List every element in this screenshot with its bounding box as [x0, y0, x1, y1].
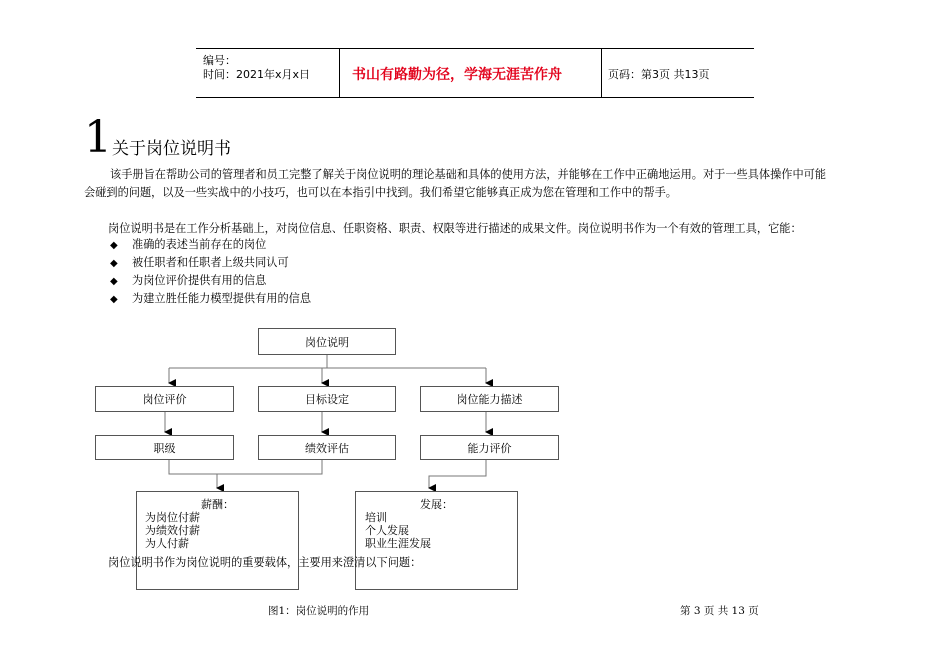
- diamond-bullet-icon: ◆: [110, 240, 118, 251]
- diagram-root-box: [258, 328, 396, 355]
- header-motto: 书山有路勤为径，学海无涯苦作舟: [352, 67, 562, 83]
- figure-caption: 图1：岗位说明的作用: [268, 605, 370, 617]
- definition-paragraph: 岗位说明书是在工作分析基础上，对岗位信息、任职资格、职责、权限等进行描述的成果文件。岗位说明书作为一个有效的管理工具，它能：: [108, 222, 802, 235]
- diagram-box-job-grade: [95, 435, 234, 460]
- diagram-label: 能力评价: [467, 441, 512, 455]
- diagram-label: 岗位评价: [142, 393, 187, 406]
- diamond-bullet-icon: ◆: [110, 276, 118, 287]
- development-title: 发展：: [420, 498, 453, 511]
- intro-paragraph-line1: 该手册旨在帮助公司的管理者和员工完整了解关于岗位说明的理论基础和具体的使用方法，并能够在工作中正确地运用。对于一些具体操作中可能: [110, 168, 827, 181]
- compensation-item: 为人付薪: [145, 537, 189, 550]
- header-page-label: 页码：第3页 共13页: [608, 68, 710, 81]
- section-number: 1: [84, 112, 112, 163]
- diagram-label: 岗位能力描述: [456, 393, 523, 406]
- diagram-box-competency-description: [420, 386, 559, 412]
- diagram-label: 目标设定: [305, 393, 349, 406]
- intro-paragraph-line2: 会碰到的问题，以及一些实战中的小技巧，也可以在本指引中找到。我们希望它能够真正成为您在管理和工作中的帮手。: [84, 186, 677, 199]
- development-item: 培训: [365, 511, 387, 524]
- diamond-bullet-icon: ◆: [110, 294, 118, 305]
- diagram-root-label: 岗位说明: [305, 335, 349, 349]
- diagram-box-development: [355, 491, 518, 590]
- overlay-paragraph: 岗位说明书作为岗位说明的重要载体，主要用来澄清以下问题：: [108, 556, 422, 569]
- diagram-box-compensation: [136, 491, 299, 590]
- diagram-box-goal-setting: [258, 386, 396, 412]
- diagram-box-job-evaluation: [95, 386, 234, 412]
- compensation-title: 薪酬：: [201, 498, 234, 511]
- bullet-text: 准确的表述当前存在的岗位: [132, 238, 267, 251]
- bullet-text: 为岗位评价提供有用的信息: [132, 274, 267, 287]
- compensation-item: 为绩效付薪: [145, 524, 200, 537]
- diagram-box-performance-review: [258, 435, 396, 460]
- development-item: 个人发展: [365, 524, 409, 537]
- header-time-label: 时间：2021年x月x日: [203, 68, 311, 81]
- section-title: 关于岗位说明书: [112, 139, 231, 159]
- header-number-label: 编号：: [203, 54, 236, 67]
- compensation-item: 为岗位付薪: [145, 511, 200, 524]
- footer-page-number: 第 3 页 共 13 页: [680, 605, 759, 617]
- development-item: 职业生涯发展: [365, 537, 431, 550]
- diagram-label: 绩效评估: [305, 441, 349, 455]
- diamond-bullet-icon: ◆: [110, 258, 118, 269]
- diagram-box-competency-evaluation: [420, 435, 559, 460]
- diagram-label: 职级: [153, 441, 176, 455]
- bullet-text: 被任职者和任职者上级共同认可: [132, 256, 289, 269]
- bullet-text: 为建立胜任能力模型提供有用的信息: [132, 292, 312, 305]
